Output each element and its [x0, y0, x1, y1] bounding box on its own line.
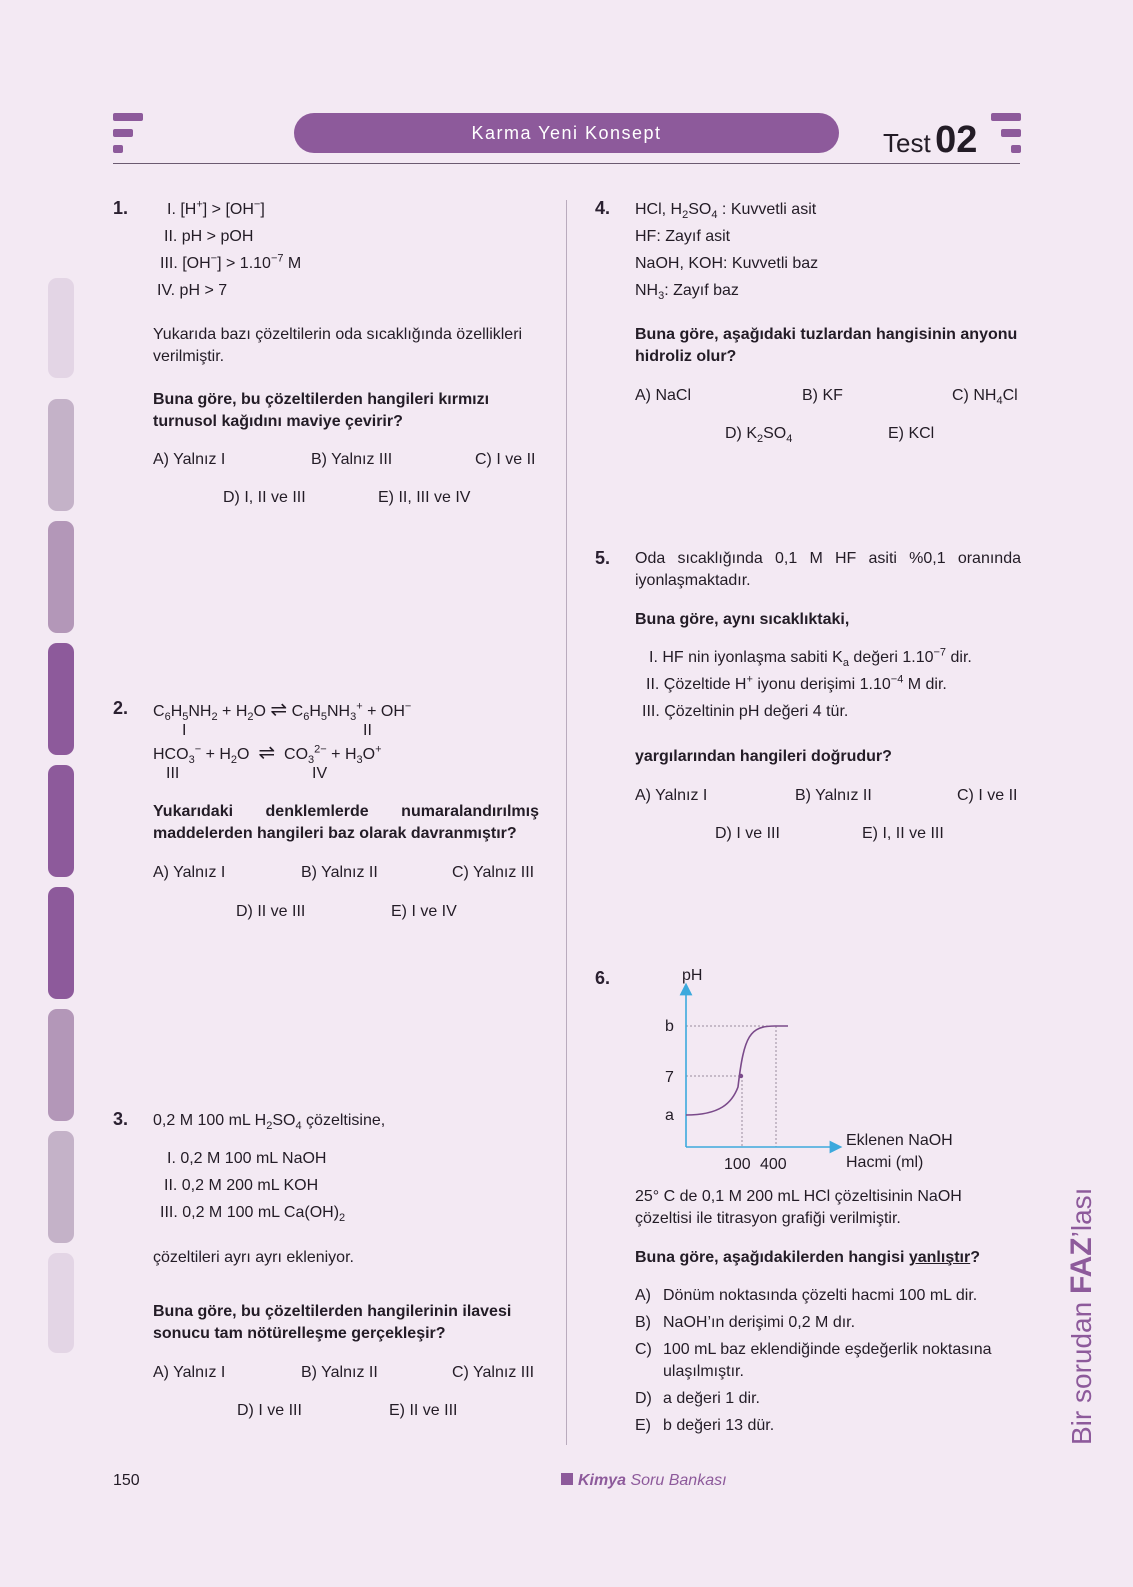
q2-label-iv: IV	[312, 765, 328, 782]
q3-option-c[interactable]: C) Yalnız III	[452, 1364, 535, 1381]
section-title-pill: Karma Yeni Konsept	[294, 113, 839, 153]
side-tab-3	[48, 521, 74, 633]
side-tab-4	[48, 643, 74, 755]
q4-line-2: HF: Zayıf asit	[635, 228, 731, 245]
q1-question: Buna göre, bu çözeltilerden hangileri kırmızı turnusol kağıdını maviye çevirir?	[153, 391, 490, 430]
q5-number: 5.	[595, 548, 611, 568]
q6-tick-a: a	[665, 1107, 674, 1124]
q4-line-4: $NH_3$: Zayıf baz	[635, 282, 739, 303]
q4-option-b[interactable]: B) KF	[802, 387, 843, 404]
q2-number: 2.	[113, 698, 129, 718]
q5-lead: Buna göre, aynı sıcaklıktaki,	[635, 611, 850, 628]
footer-square-icon	[561, 1473, 573, 1485]
q6-x-label-2: Hacmi (ml)	[846, 1154, 924, 1171]
q3-number: 3.	[113, 1109, 129, 1129]
q6-option-e[interactable]: E) b değeri 13 dür.	[635, 1417, 775, 1434]
q2-option-d[interactable]: D) II ve III	[236, 903, 306, 920]
q3-option-e[interactable]: E) II ve III	[389, 1402, 458, 1419]
q6-option-a[interactable]: A) Dönüm noktasında çözelti hacmi 100 mL dir.	[635, 1287, 978, 1304]
q1-item-1: I. [H+] > [OH−]	[167, 198, 265, 218]
header-rule	[113, 163, 1020, 164]
q2-label-ii: II	[363, 722, 372, 739]
q6-x-label-1: Eklenen NaOH	[846, 1132, 953, 1149]
q6-tick-b: b	[665, 1018, 674, 1035]
test-label: Test 02	[883, 119, 978, 161]
q3-option-b[interactable]: B) Yalnız II	[301, 1364, 378, 1381]
q6-option-d[interactable]: D) a değeri 1 dir.	[635, 1390, 760, 1407]
q2-equation-2: $HCO_3^- + H_2O$ ⇌ $CO_3^{2-} + H_3O^+$	[153, 742, 382, 767]
side-tab-1	[48, 278, 74, 378]
q1-stem: Yukarıda bazı çözeltilerin oda sıcaklığında özellikleri verilmiştir.	[153, 326, 523, 365]
side-tab-6	[48, 887, 74, 999]
q3-stem: 0,2 M 100 mL $H_2SO_4$ çözeltisine,	[153, 1112, 386, 1133]
side-tab-9	[48, 1253, 74, 1353]
q1-option-d[interactable]: D) I, II ve III	[223, 489, 306, 506]
q3-item-1: I. 0,2 M 100 mL NaOH	[167, 1150, 327, 1167]
q5-option-d[interactable]: D) I ve III	[715, 825, 780, 842]
q5-option-e[interactable]: E) I, II ve III	[862, 825, 944, 842]
q3-question: Buna göre, bu çözeltilerden hangilerinin ilavesi sonucu tam nötürelleşme gerçekleşir?	[153, 1303, 512, 1342]
q3-option-a[interactable]: A) Yalnız I	[153, 1364, 226, 1381]
q6-titration-curve	[686, 1026, 788, 1115]
q1-item-4: IV. pH > 7	[157, 282, 228, 299]
q5-item-2: II. Çözeltide H+ iyonu derişimi $1.10^{-4}$ M dir.	[646, 673, 947, 693]
side-tab-7	[48, 1009, 74, 1121]
q2-question-line-1: Yukarıdaki denklemlerde numaralandırılmış	[153, 803, 539, 820]
q2-option-c[interactable]: C) Yalnız III	[452, 864, 535, 881]
q2-label-i: I	[182, 722, 187, 739]
q1-item-2: II. pH > pOH	[164, 228, 254, 245]
side-tab-8	[48, 1131, 74, 1243]
q1-option-a[interactable]: A) Yalnız I	[153, 451, 226, 468]
q2-question-line-2: maddelerden hangileri baz olarak davranmıştır?	[153, 825, 517, 842]
q6-stem: 25° C de 0,1 M 200 mL HCl çözeltisinin NaOH çözeltisi ile titrasyon grafiği verilmiştir.	[635, 1188, 962, 1227]
q2-option-b[interactable]: B) Yalnız II	[301, 864, 378, 881]
q4-option-c[interactable]: C) $NH_4Cl$	[952, 387, 1018, 408]
q4-line-3: NaOH, KOH: Kuvvetli baz	[635, 255, 819, 272]
q3-option-d[interactable]: D) I ve III	[237, 1402, 302, 1419]
q4-option-e[interactable]: E) KCl	[888, 425, 935, 442]
q6-tick-100: 100	[724, 1156, 751, 1173]
side-banner: Bir sorudan FAZ’lası	[1065, 1187, 1098, 1445]
q5-option-c[interactable]: C) I ve II	[957, 787, 1018, 804]
q6-graph-guides	[686, 1026, 780, 1147]
q5-option-b[interactable]: B) Yalnız II	[795, 787, 872, 804]
q5-option-a[interactable]: A) Yalnız I	[635, 787, 708, 804]
q6-equivalence-point	[739, 1074, 743, 1078]
q4-option-d[interactable]: D) $K_2SO_4$	[725, 425, 793, 446]
q1-option-c[interactable]: C) I ve II	[475, 451, 536, 468]
q1-option-e[interactable]: E) II, III ve IV	[378, 489, 471, 506]
q3-item-3: III. 0,2 M 100 mL $Ca(OH)_2$	[160, 1204, 346, 1225]
q4-question: Buna göre, aşağıdaki tuzlardan hangisinin anyonu hidroliz olur?	[635, 326, 1018, 365]
q2-label-iii: III	[166, 765, 180, 782]
q5-stem-line-2: iyonlaşmaktadır.	[635, 572, 751, 589]
q6-number: 6.	[595, 968, 611, 988]
q3-after: çözeltileri ayrı ayrı ekleniyor.	[153, 1249, 354, 1266]
column-divider	[566, 200, 567, 1445]
q1-number: 1.	[113, 198, 129, 218]
side-tab-5	[48, 765, 74, 877]
q6-tick-7: 7	[665, 1069, 674, 1086]
q4-option-a[interactable]: A) NaCl	[635, 387, 692, 404]
q6-tick-400: 400	[760, 1156, 787, 1173]
q6-question: Buna göre, aşağıdakilerden hangisi yanlıştır?	[635, 1249, 980, 1266]
q3-item-2: II. 0,2 M 200 mL KOH	[164, 1177, 319, 1194]
q2-option-e[interactable]: E) I ve IV	[391, 903, 457, 920]
q5-question: yargılarından hangileri doğrudur?	[635, 748, 892, 765]
q2-equation-1: $C_6H_5NH_2 + H_2O$ ⇌ $C_6H_5NH_3^+ + OH^-$	[153, 699, 412, 724]
q4-line-1: HCl, $H_2SO_4$ : Kuvvetli asit	[635, 201, 817, 222]
footer-book: Kimya Soru Bankası	[561, 1470, 727, 1492]
q6-titration-graph	[640, 965, 980, 1180]
q6-option-c[interactable]: C) 100 mL baz eklendiğinde eşdeğerlik noktasına ulaşılmıştır.	[635, 1341, 992, 1380]
q5-item-3: III. Çözeltinin pH değeri 4 tür.	[642, 703, 849, 720]
q5-stem-line-1: Oda sıcaklığında 0,1 M HF asiti %0,1 oranında	[635, 550, 1021, 567]
q6-option-b[interactable]: B) NaOH’ın derişimi 0,2 M dır.	[635, 1314, 856, 1331]
side-tab-2	[48, 399, 74, 511]
page-number: 150	[113, 1472, 140, 1489]
q1-option-b[interactable]: B) Yalnız III	[311, 451, 393, 468]
q1-item-3: III. $[OH^-] > 1.10^{-7}$ M	[160, 252, 302, 272]
q4-number: 4.	[595, 198, 611, 218]
q5-item-1: I. HF nin iyonlaşma sabiti $K_a$ değeri $1.10^{-7}$ dir.	[649, 646, 972, 670]
q6-y-label: pH	[682, 967, 703, 984]
q2-option-a[interactable]: A) Yalnız I	[153, 864, 226, 881]
